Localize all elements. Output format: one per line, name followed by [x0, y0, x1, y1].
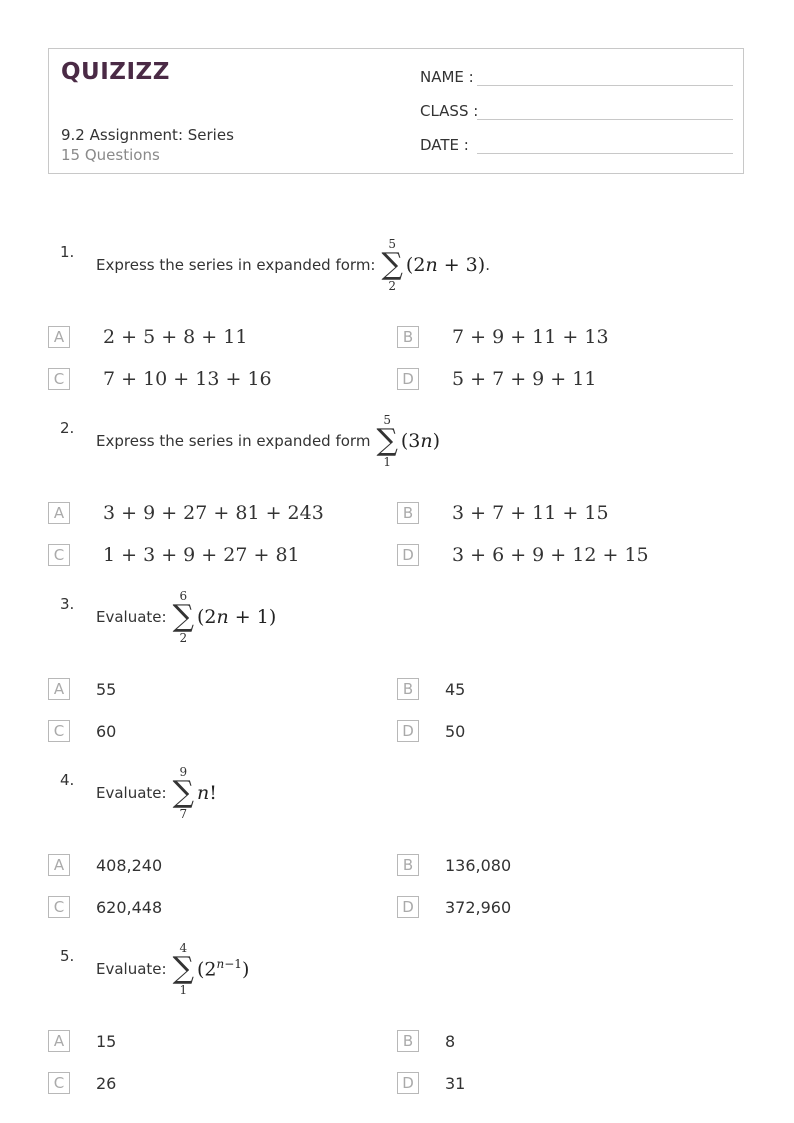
sum-upper-limit: 9 — [179, 765, 188, 779]
sum-term: n! — [197, 782, 217, 804]
option-text: 50 — [445, 721, 466, 741]
date-field — [420, 135, 733, 154]
question-prompt: Express the series in expanded form — [96, 432, 371, 450]
option-d[interactable] — [397, 896, 512, 918]
option-letter: B — [397, 854, 419, 876]
date-line — [477, 135, 733, 154]
sum-upper-limit: 5 — [388, 237, 397, 251]
sigma-icon: ∑ — [172, 599, 194, 634]
option-letter: D — [397, 896, 419, 918]
option-b[interactable] — [397, 1030, 456, 1052]
summation — [382, 238, 403, 292]
question-text — [96, 238, 490, 292]
option-b[interactable] — [397, 854, 512, 876]
summation — [173, 590, 194, 644]
sum-upper-limit: 4 — [179, 941, 188, 955]
quizizz-logo: QUIZIZZ — [61, 59, 170, 85]
sum-lower-limit: 1 — [383, 455, 391, 469]
option-text: 372,960 — [445, 897, 512, 917]
option-letter: D — [397, 1072, 419, 1094]
summation — [173, 942, 194, 996]
option-text: 60 — [96, 721, 117, 741]
option-letter: C — [48, 720, 70, 742]
option-a[interactable] — [48, 502, 324, 524]
option-letter: A — [48, 502, 70, 524]
option-letter: D — [397, 544, 419, 566]
option-a[interactable] — [48, 1030, 117, 1052]
question-prompt: Express the series in expanded form: — [96, 256, 376, 274]
option-text: 3 + 6 + 9 + 12 + 15 — [452, 544, 649, 566]
sum-term: $(2^{n-1})$ — [197, 957, 250, 981]
sum-term: (3n) — [400, 430, 441, 452]
option-text: 31 — [445, 1073, 466, 1093]
option-a[interactable] — [48, 326, 248, 348]
sum-upper-limit: 6 — [179, 589, 188, 603]
option-letter: C — [48, 896, 70, 918]
option-text: 3 + 7 + 11 + 15 — [452, 502, 609, 524]
question-count: 15 Questions — [61, 146, 160, 164]
sigma-icon: ∑ — [172, 951, 194, 986]
class-line — [477, 101, 733, 120]
summation — [376, 414, 397, 468]
question-number: 2. — [60, 419, 75, 437]
sum-term: (2n + 1) — [197, 606, 277, 628]
option-text: 3 + 9 + 27 + 81 + 243 — [103, 502, 324, 524]
summation — [173, 766, 194, 820]
option-letter: B — [397, 1030, 419, 1052]
option-c[interactable] — [48, 896, 163, 918]
option-letter: B — [397, 502, 419, 524]
option-letter: A — [48, 678, 70, 700]
option-letter: B — [397, 678, 419, 700]
option-text: 408,240 — [96, 855, 163, 875]
option-text: 15 — [96, 1031, 117, 1051]
option-letter: C — [48, 544, 70, 566]
sum-lower-limit: 1 — [179, 983, 188, 997]
option-text: 1 + 3 + 9 + 27 + 81 — [103, 544, 300, 566]
option-text: 7 + 9 + 11 + 13 — [452, 326, 609, 348]
sigma-icon: ∑ — [376, 423, 398, 458]
option-d[interactable] — [397, 1072, 466, 1094]
sum-term: (2n + 3) — [405, 254, 486, 276]
sum-lower-limit: 7 — [179, 807, 188, 821]
option-letter: B — [397, 326, 419, 348]
option-text: 8 — [445, 1031, 456, 1051]
option-text: 26 — [96, 1073, 117, 1093]
sum-lower-limit: 2 — [388, 279, 397, 293]
sum-lower-limit: 2 — [179, 631, 188, 645]
option-letter: A — [48, 326, 70, 348]
option-d[interactable] — [397, 544, 649, 566]
question-number: 1. — [60, 243, 75, 261]
question-text — [96, 414, 440, 468]
sum-upper-limit: 5 — [383, 413, 391, 427]
worksheet-title: 9.2 Assignment: Series — [61, 126, 234, 144]
option-c[interactable] — [48, 720, 117, 742]
question-text — [96, 766, 217, 820]
name-line — [477, 67, 733, 86]
name-field — [420, 67, 733, 86]
option-c[interactable] — [48, 544, 300, 566]
option-text: 2 + 5 + 8 + 11 — [103, 326, 248, 348]
option-text: 5 + 7 + 9 + 11 — [452, 368, 597, 390]
sigma-icon: ∑ — [172, 775, 194, 810]
option-b[interactable] — [397, 678, 466, 700]
question-prompt: Evaluate: — [96, 960, 167, 978]
option-letter: A — [48, 854, 70, 876]
worksheet-header — [48, 48, 744, 174]
question-prompt: Evaluate: — [96, 608, 167, 626]
class-label: CLASS : — [420, 102, 479, 120]
option-text: 7 + 10 + 13 + 16 — [103, 368, 272, 390]
option-text: 620,448 — [96, 897, 163, 917]
question-prompt: Evaluate: — [96, 784, 167, 802]
option-letter: C — [48, 1072, 70, 1094]
class-field — [420, 101, 733, 120]
question-text — [96, 942, 249, 996]
option-letter: A — [48, 1030, 70, 1052]
question-number: 3. — [60, 595, 75, 613]
option-b[interactable] — [397, 502, 609, 524]
date-label: DATE : — [420, 136, 469, 154]
option-d[interactable] — [397, 368, 597, 390]
option-text: 55 — [96, 679, 117, 699]
option-letter: D — [397, 368, 419, 390]
question-text — [96, 590, 276, 644]
name-label: NAME : — [420, 68, 474, 86]
question-suffix: . — [485, 256, 490, 274]
option-a[interactable] — [48, 854, 163, 876]
question-number: 4. — [60, 771, 75, 789]
option-c[interactable] — [48, 1072, 117, 1094]
option-b[interactable] — [397, 326, 609, 348]
option-d[interactable] — [397, 720, 466, 742]
option-letter: C — [48, 368, 70, 390]
question-number: 5. — [60, 947, 75, 965]
option-letter: D — [397, 720, 419, 742]
option-text: 45 — [445, 679, 466, 699]
option-c[interactable] — [48, 368, 272, 390]
sigma-icon: ∑ — [381, 247, 403, 282]
option-a[interactable] — [48, 678, 117, 700]
option-text: 136,080 — [445, 855, 512, 875]
